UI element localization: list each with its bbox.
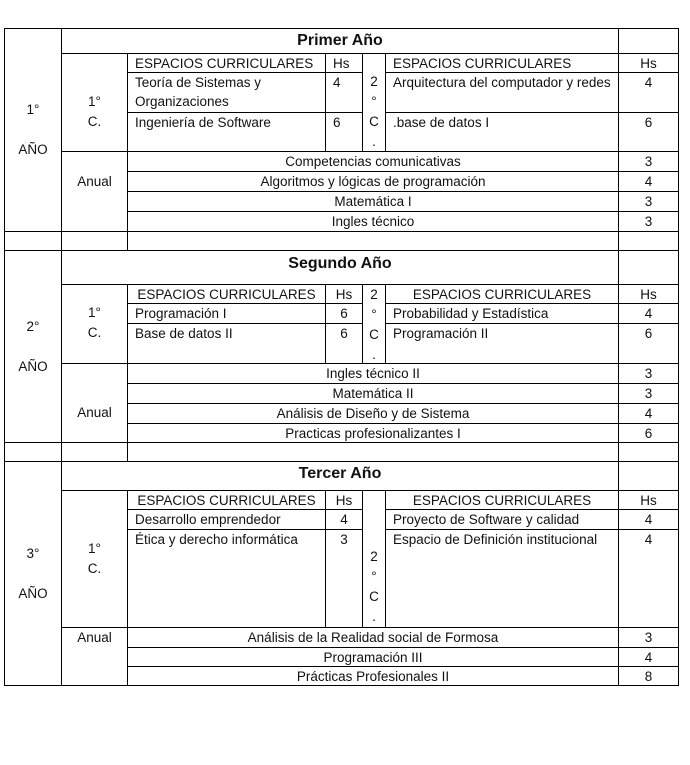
anual-hours: 3 — [618, 191, 679, 212]
anual-hours: 8 — [618, 666, 679, 686]
spacer-cell — [127, 231, 619, 251]
anual-subject: Ingles técnico II — [127, 363, 619, 384]
anual-subject: Ingles técnico — [127, 211, 619, 232]
subject-hours: 4 — [325, 72, 363, 113]
subject-name: Espacio de Definición institucional — [385, 529, 619, 628]
year-3-sem2-label — [362, 490, 386, 628]
header-espacios: ESPACIOS CURRICULARES — [127, 53, 326, 73]
anual-hours: 6 — [618, 423, 679, 443]
sem2-char: C — [369, 114, 379, 129]
anual-subject: Competencias comunicativas — [127, 151, 619, 172]
year-1-sem2-label — [362, 53, 386, 152]
sem2-char: . — [372, 134, 376, 149]
spacer-cell — [127, 442, 619, 462]
year-3-title: Tercer Año — [61, 461, 619, 491]
anual-label: Anual — [61, 363, 128, 443]
sem2-char: 2 — [370, 287, 378, 302]
subject-name: .base de datos I — [385, 112, 619, 152]
spacer-cell — [618, 442, 679, 462]
anual-hours: 3 — [618, 211, 679, 232]
subject-hours: 4 — [325, 509, 363, 530]
subject-name: Programación II — [385, 323, 619, 364]
subject-name: Arquitectura del computador y redes — [385, 72, 619, 113]
year-number: 2° — [26, 318, 40, 334]
header-espacios: ESPACIOS CURRICULARES — [385, 284, 619, 304]
year-2-label — [4, 250, 62, 443]
header-hs: Hs — [618, 53, 679, 73]
header-espacios: ESPACIOS CURRICULARES — [127, 284, 326, 304]
sem-number: 1° — [88, 94, 101, 109]
anual-hours: 3 — [618, 383, 679, 404]
anual-subject: Matemática II — [127, 383, 619, 404]
sem-number: 1° — [88, 541, 101, 556]
header-hs: Hs — [325, 284, 363, 304]
spacer-cell — [4, 442, 62, 462]
anual-label: Anual — [61, 151, 128, 232]
year-word: AÑO — [18, 585, 48, 601]
year-2-title: Segundo Año — [61, 250, 619, 285]
year-word: AÑO — [18, 142, 48, 157]
year-number: 1° — [26, 102, 40, 117]
year-3-sem1-label — [61, 490, 128, 628]
header-hs: Hs — [618, 490, 679, 510]
sem-c: C. — [87, 114, 102, 129]
sem2-char: ° — [371, 307, 377, 322]
spacer-cell — [618, 231, 679, 251]
sem2-char: C — [369, 327, 379, 342]
subject-hours: 6 — [325, 303, 363, 324]
header-espacios: ESPACIOS CURRICULARES — [385, 53, 619, 73]
subject-name: Programación I — [127, 303, 326, 324]
subject-name: Ética y derecho informática — [127, 529, 326, 628]
spacer-cell — [4, 231, 62, 251]
subject-name: Teoría de Sistemas y Organizaciones — [127, 72, 326, 113]
subject-hours: 6 — [618, 323, 679, 364]
blank-cell — [618, 461, 679, 491]
year-1-sem1-label — [61, 53, 128, 152]
anual-hours: 4 — [618, 403, 679, 424]
year-1-title: Primer Año — [61, 28, 619, 54]
subject-name: Proyecto de Software y calidad — [385, 509, 619, 530]
subject-name: Probabilidad y Estadística — [385, 303, 619, 324]
subject-name: Base de datos II — [127, 323, 326, 364]
anual-hours: 3 — [618, 151, 679, 172]
anual-hours: 3 — [618, 627, 679, 648]
year-1-label — [4, 28, 62, 232]
subject-hours: 4 — [618, 529, 679, 628]
anual-subject: Análisis de Diseño y de Sistema — [127, 403, 619, 424]
year-2-sem1-label — [61, 284, 128, 364]
sem2-char: ° — [371, 94, 377, 109]
year-number: 3° — [26, 545, 40, 561]
subject-hours: 4 — [618, 509, 679, 530]
header-espacios: ESPACIOS CURRICULARES — [385, 490, 619, 510]
anual-hours: 4 — [618, 647, 679, 667]
subject-hours: 6 — [325, 323, 363, 364]
anual-hours: 4 — [618, 171, 679, 192]
header-espacios: ESPACIOS CURRICULARES — [127, 490, 326, 510]
anual-subject: Practicas profesionalizantes I — [127, 423, 619, 443]
spacer-cell — [61, 442, 128, 462]
blank-cell — [618, 250, 679, 285]
sem2-char: 2 — [370, 74, 378, 89]
anual-hours: 3 — [618, 363, 679, 384]
subject-hours: 4 — [618, 72, 679, 113]
subject-name: Ingeniería de Software — [127, 112, 326, 152]
spacer-cell — [61, 231, 128, 251]
header-hs: Hs — [325, 490, 363, 510]
anual-subject: Algoritmos y lógicas de programación — [127, 171, 619, 192]
anual-subject: Matemática I — [127, 191, 619, 212]
sem2-char: . — [372, 347, 376, 362]
year-3-label — [4, 461, 62, 686]
header-hs: Hs — [325, 53, 363, 73]
subject-name: Desarrollo emprendedor — [127, 509, 326, 530]
sem-number: 1° — [88, 305, 101, 320]
sem-c: C. — [87, 561, 102, 576]
sem-c: C. — [87, 325, 102, 340]
sem2-char: C — [369, 589, 379, 604]
blank-cell — [618, 28, 679, 54]
subject-hours: 6 — [325, 112, 363, 152]
year-2-sem2-label — [362, 284, 386, 364]
anual-subject: Análisis de la Realidad social de Formosa — [127, 627, 619, 648]
sem2-char: 2 — [370, 549, 378, 564]
header-hs: Hs — [618, 284, 679, 304]
sem2-char: ° — [371, 569, 377, 584]
anual-subject: Programación III — [127, 647, 619, 667]
sem2-char: . — [372, 609, 376, 624]
anual-subject: Prácticas Profesionales II — [127, 666, 619, 686]
subject-hours: 6 — [618, 112, 679, 152]
anual-label: Anual — [61, 627, 128, 686]
year-word: AÑO — [18, 358, 48, 374]
subject-hours: 4 — [618, 303, 679, 324]
subject-hours: 3 — [325, 529, 363, 628]
